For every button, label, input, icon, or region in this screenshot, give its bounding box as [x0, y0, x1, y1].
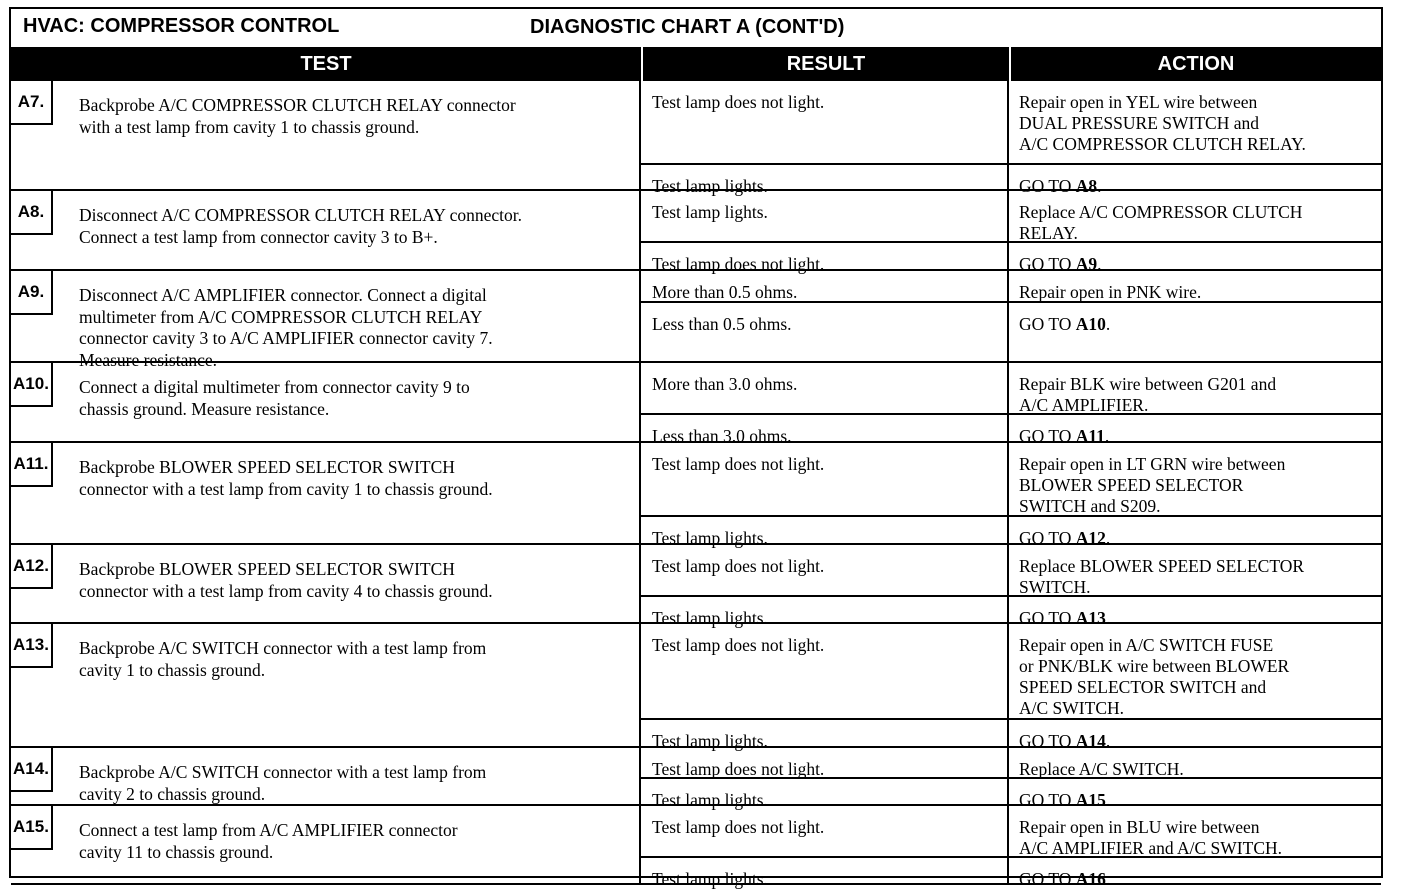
test-instruction: Backprobe A/C COMPRESSOR CLUTCH RELAY connector with a test lamp from cavity 1 to chassis ground. — [79, 95, 516, 137]
goto-suffix: . — [1105, 608, 1111, 628]
result-row — [641, 718, 1381, 751]
result-cell: Test lamp does not light. — [641, 624, 1009, 718]
goto-step-ref: A13 — [1075, 608, 1106, 628]
test-instruction: Backprobe BLOWER SPEED SELECTOR SWITCH connector with a test lamp from cavity 1 to chassis ground. — [79, 457, 493, 499]
test-instruction: Backprobe A/C SWITCH connector with a test lamp from cavity 2 to chassis ground. — [79, 762, 487, 804]
goto-step-ref: A9 — [1075, 254, 1098, 274]
result-cell: Less than 3.0 ohms. — [641, 415, 1009, 443]
step-id: A10. — [11, 363, 53, 407]
action-cell — [1009, 597, 1381, 628]
result-cell: More than 3.0 ohms. — [641, 363, 1009, 413]
action-cell — [1009, 415, 1381, 446]
result-row — [641, 806, 1381, 856]
goto-prefix: GO TO — [1019, 869, 1076, 889]
goto-step-ref: A16 — [1075, 869, 1106, 889]
column-header-action: ACTION — [1009, 47, 1381, 81]
goto-step-ref: A11 — [1075, 426, 1105, 446]
goto-suffix: . — [1105, 731, 1111, 751]
result-row — [641, 545, 1381, 595]
result-row — [641, 595, 1381, 628]
goto-suffix: . — [1097, 176, 1102, 196]
step-group — [11, 81, 1381, 196]
result-rows — [641, 443, 1381, 548]
result-row — [641, 624, 1381, 718]
goto-suffix: . — [1105, 528, 1111, 548]
column-header-test: TEST — [11, 47, 641, 81]
result-cell: Less than 0.5 ohms. — [641, 303, 1009, 363]
test-instruction: Connect a digital multimeter from connector cavity 9 to chassis ground. Measure resistance. — [79, 377, 470, 419]
result-row — [641, 748, 1381, 777]
result-cell: Test lamp does not light. — [641, 545, 1009, 595]
result-cell: Test lamp lights. — [641, 720, 1009, 748]
goto-prefix: GO TO — [1019, 731, 1076, 751]
test-instruction: Disconnect A/C AMPLIFIER connector. Connect a digital multimeter from A/C COMPRESSOR CLUTCH RELAY connector cavity 3 to A/C AMPLIFIER connector cavity 7. Measure resistance. — [79, 285, 493, 370]
result-row — [641, 163, 1381, 196]
step-id: A12. — [11, 545, 53, 589]
step-group — [11, 545, 1381, 628]
chart-header — [11, 9, 1381, 47]
goto-suffix: . — [1105, 869, 1111, 889]
action-cell: Repair open in PNK wire. — [1019, 282, 1202, 302]
goto-prefix: GO TO — [1019, 426, 1076, 446]
result-rows — [641, 545, 1381, 628]
test-cell — [11, 624, 641, 746]
result-cell: Test lamp lights. — [641, 165, 1009, 191]
result-row — [641, 191, 1381, 241]
test-cell — [11, 191, 641, 269]
test-instruction: Connect a test lamp from A/C AMPLIFIER connector cavity 11 to chassis ground. — [79, 820, 458, 862]
step-id: A9. — [11, 271, 53, 315]
step-group — [11, 443, 1381, 548]
goto-step-ref: A10 — [1075, 314, 1106, 334]
goto-suffix: . — [1097, 254, 1102, 274]
result-cell: Test lamp lights. — [641, 779, 1009, 806]
result-cell: Test lamp lights. — [641, 597, 1009, 624]
diagnostic-chart-sheet — [9, 7, 1383, 889]
goto-step-ref: A12 — [1075, 528, 1106, 548]
result-cell: More than 0.5 ohms. — [641, 271, 1009, 301]
result-cell: Test lamp lights. — [641, 858, 1009, 885]
result-row — [641, 301, 1381, 363]
step-id: A7. — [11, 81, 53, 125]
result-row — [641, 515, 1381, 548]
section-title: HVAC: COMPRESSOR CONTROL — [23, 15, 340, 37]
test-instruction: Backprobe BLOWER SPEED SELECTOR SWITCH connector with a test lamp from cavity 4 to chassis ground. — [79, 559, 493, 601]
result-cell: Test lamp does not light. — [641, 243, 1009, 271]
step-id: A15. — [11, 806, 53, 850]
action-cell — [1009, 720, 1381, 751]
step-id: A13. — [11, 624, 53, 668]
goto-suffix: . — [1104, 426, 1110, 446]
action-cell: Repair open in BLU wire between A/C AMPLIFIER and A/C SWITCH. — [1019, 817, 1283, 858]
test-cell — [11, 748, 641, 804]
goto-prefix: GO TO — [1019, 608, 1076, 628]
goto-prefix: GO TO — [1019, 176, 1076, 196]
action-cell — [1009, 858, 1381, 889]
goto-suffix: . — [1105, 314, 1111, 334]
action-cell — [1009, 165, 1381, 196]
action-cell: Replace A/C COMPRESSOR CLUTCH RELAY. — [1019, 202, 1303, 243]
goto-prefix: GO TO — [1019, 528, 1076, 548]
test-cell — [11, 806, 641, 883]
result-row — [641, 81, 1381, 163]
test-cell — [11, 271, 641, 370]
result-cell: Test lamp does not light. — [641, 748, 1009, 777]
diagnostic-table — [11, 81, 1381, 889]
action-cell — [1009, 243, 1381, 274]
result-row — [641, 443, 1381, 515]
result-row — [641, 856, 1381, 889]
goto-step-ref: A8 — [1075, 176, 1098, 196]
step-group — [11, 271, 1381, 370]
action-cell: Repair open in YEL wire between DUAL PRESSURE SWITCH and A/C COMPRESSOR CLUTCH RELAY. — [1019, 92, 1306, 154]
result-rows — [641, 748, 1381, 810]
test-cell — [11, 81, 641, 189]
step-id: A8. — [11, 191, 53, 235]
result-row — [641, 271, 1381, 301]
column-header-result: RESULT — [641, 47, 1009, 81]
test-cell — [11, 545, 641, 622]
step-group — [11, 191, 1381, 274]
test-instruction: Disconnect A/C COMPRESSOR CLUTCH RELAY connector. Connect a test lamp from connector cavity 3 to B+. — [79, 205, 523, 247]
goto-prefix: GO TO — [1019, 314, 1076, 334]
result-rows — [641, 271, 1381, 363]
result-rows — [641, 363, 1381, 446]
action-cell: Repair BLK wire between G201 and A/C AMPLIFIER. — [1019, 374, 1277, 415]
action-cell: Repair open in A/C SWITCH FUSE or PNK/BLK wire between BLOWER SPEED SELECTOR SWITCH and A/C SWITCH. — [1019, 635, 1290, 718]
chart-title: DIAGNOSTIC CHART A (CONT'D) — [530, 16, 845, 38]
step-group — [11, 363, 1381, 446]
result-cell: Test lamp lights. — [641, 517, 1009, 545]
result-rows — [641, 191, 1381, 274]
result-cell: Test lamp does not light. — [641, 806, 1009, 856]
result-cell: Test lamp lights. — [641, 191, 1009, 241]
action-cell: Replace A/C SWITCH. — [1019, 759, 1184, 779]
result-cell: Test lamp does not light. — [641, 443, 1009, 515]
goto-step-ref: A14 — [1075, 731, 1106, 751]
result-rows — [641, 624, 1381, 751]
action-cell — [1009, 303, 1381, 363]
step-group — [11, 806, 1381, 889]
goto-step-ref: A15 — [1075, 790, 1106, 810]
result-row — [641, 363, 1381, 413]
action-cell — [1009, 517, 1381, 548]
step-id: A14. — [11, 748, 53, 792]
test-cell — [11, 363, 641, 441]
result-row — [641, 777, 1381, 810]
result-row — [641, 241, 1381, 274]
goto-suffix: . — [1105, 790, 1111, 810]
action-cell — [1009, 779, 1381, 810]
action-cell: Repair open in LT GRN wire between BLOWER SPEED SELECTOR SWITCH and S209. — [1019, 454, 1286, 516]
test-instruction: Backprobe A/C SWITCH connector with a test lamp from cavity 1 to chassis ground. — [79, 638, 487, 680]
result-row — [641, 413, 1381, 446]
step-group — [11, 748, 1381, 810]
goto-prefix: GO TO — [1019, 254, 1076, 274]
result-rows — [641, 81, 1381, 196]
step-id: A11. — [11, 443, 53, 487]
result-rows — [641, 806, 1381, 889]
goto-prefix: GO TO — [1019, 790, 1076, 810]
test-cell — [11, 443, 641, 543]
action-cell: Replace BLOWER SPEED SELECTOR SWITCH. — [1019, 556, 1304, 597]
step-group — [11, 624, 1381, 751]
result-cell: Test lamp does not light. — [641, 81, 1009, 163]
